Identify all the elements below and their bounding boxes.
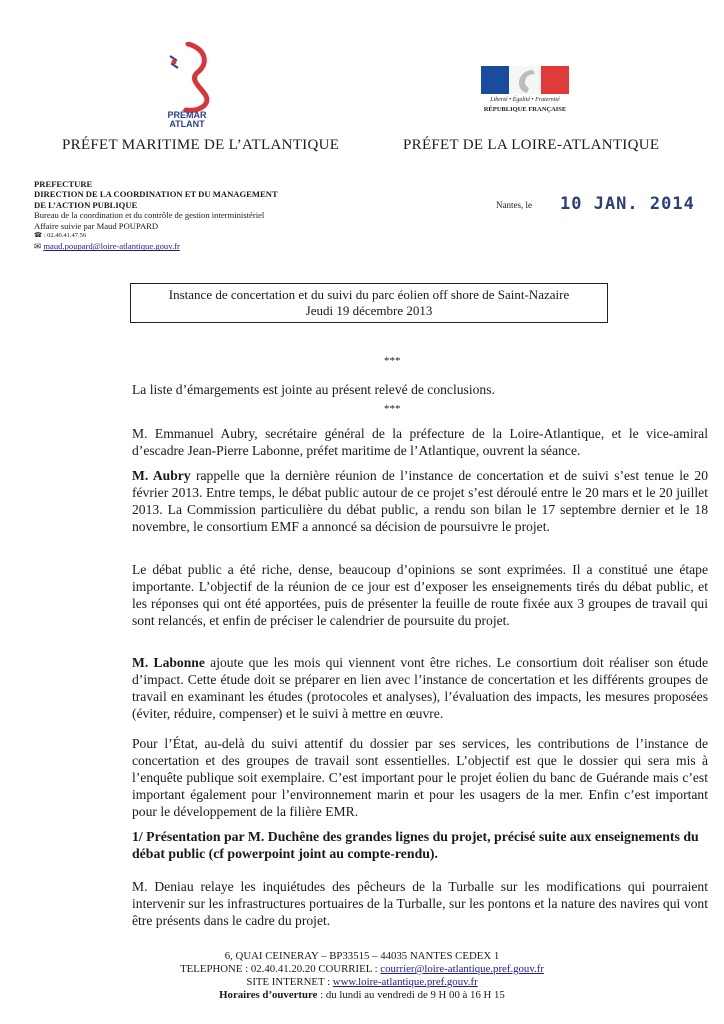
paragraph-deniau: M. Deniau relaye les inquiétudes des pêcheurs de la Turballe sur les modifications qui pourraient intervenir sur les infrastructures portuaires de la Turballe, sur les pontons et la nature des navires qui vont être présents dans le cadre du projet. [132,879,708,928]
sender-block [34,179,278,252]
paragraph-etat: Pour l’État, au-delà du suivi attentif du dossier par ses services, les contributions de l’instance de concertation et des groupes de travail sont essentielles. L’objectif est que le dossier qui sera mis à l’enquête publique soit exemplaire. C’est important pour le projet éolien du banc de Guérande mais c’est important également pour l’environnement marin et pour les usagers de la mer. Enfin c’est important pour le développement de la filière EMR. [132,736,708,819]
speaker-name: M. Labonne [132,655,205,670]
subject-line1: Instance de concertation et du suivi du parc éolien off shore de Saint-Nazaire [168,287,570,302]
phone-icon: ☎ : [34,232,48,240]
mail-icon: ✉ [34,241,44,252]
subject-line2: Jeudi 19 décembre 2013 [305,303,433,318]
separator-stars: *** [384,355,401,367]
subject-box [130,283,608,323]
premar-line1: PRÉMAR [167,110,207,120]
footer-contact [0,963,724,976]
sender-line: Affaire suivie par Maud POUPARD [34,220,159,231]
paragraph-text: ajoute que les mois qui viennent vont être riches. Le consortium doit réaliser son étude d’impact. Cette étude doit se préparer en lien avec l’instance de concertation et les différents groupes de travail en examinant les études (protocoles et analyses), l’évaluation des impacts, les mesures proposées (éviter, réduire, compenser) et le suivi à mettre en œuvre. [132,655,708,721]
republique-francaise-logo [481,66,569,120]
intro-paragraph: La liste d’émargements est jointe au présent relevé de conclusions. [132,382,495,397]
footer-hours [0,989,724,1002]
footer-site-link[interactable]: www.loire-atlantique.pref.gouv.fr [332,976,478,988]
republique-motto: Liberté • Égalité • Fraternité [490,97,560,103]
footer-address: 6, QUAI CEINERAY – BP33515 – 44035 NANTES CEDEX 1 [224,950,500,962]
premar-logo [158,42,216,128]
sender-line: PREFECTURE [34,179,93,189]
paragraph-text: rappelle que la dernière réunion de l’instance de concertation et de suivi s’est tenue le 20 février 2013. Entre temps, le débat public autour de ce projet s’est déroulé entre le 20 mars et le 20 juillet 2013. La Commission particulière du débat public, a rendu son bilan le 17 septembre dernier et le 18 novembre, le consortium EMF a annoncé sa décision de poursuivre le projet. [132,468,709,534]
speaker-name: M. Aubry [132,468,191,483]
sender-line: Bureau de la coordination et du contrôle de gestion interministériel [34,210,265,221]
section-heading: 1/ Présentation par M. Duchêne des grandes lignes du projet, précisé suite aux enseignements du débat public (cf powerpoint joint au compte-rendu). [132,829,699,861]
footer-email-link[interactable]: courrier@loire-atlantique.pref.gouv.fr [380,963,544,975]
premar-line2: ATLANT [169,119,205,128]
paragraph-debat: Le débat public a été riche, dense, beaucoup d’opinions se sont exprimées. Il a constitué une étape importante. L’objectif de la réunion de ce jour est d’exposer les enseignements tirés du débat public, et les réponses qui ont été apportées, puis de présenter la feuille de route fixée aux 3 groupes de travail qui sont relancés, et enfin de préciser le calendrier de poursuite du projet. [132,562,708,628]
republique-name: RÉPUBLIQUE FRANÇAISE [483,106,567,113]
paragraph-aubry [132,467,708,535]
sender-email-link[interactable]: maud.poupard@loire-atlantique.gouv.fr [43,241,180,252]
footer-hours-text: : du lundi au vendredi de 9 H 00 à 16 H 15 [317,989,505,1001]
right-header-title: PRÉFET DE LA LOIRE-ATLANTIQUE [403,137,660,153]
sender-line: DE L’ACTION PUBLIQUE [34,199,138,210]
paragraph-opening: M. Emmanuel Aubry, secrétaire général de la préfecture de la Loire-Atlantique, et le vice-amiral d’escadre Jean-Pierre Labonne, préfet maritime de l’Atlantique, ouvrent la séance. [132,426,708,458]
paragraph-labonne [132,654,708,722]
marianne-flag-icon [481,66,569,94]
footer-hours-label: Horaires d’ouverture [219,989,318,1001]
date-stamp: 10 JAN. 2014 [560,194,695,214]
footer-phone: TELEPHONE : 02.40.41.20.20 COURRIEL : [180,963,381,975]
sender-phone: 02.40.41.47.56 [47,232,87,240]
footer-site [0,976,724,989]
sender-line: DIRECTION DE LA COORDINATION ET DU MANAGEMENT [34,189,278,200]
left-header-title: PRÉFET MARITIME DE L’ATLANTIQUE [62,137,340,153]
separator-stars: *** [384,403,401,415]
footer-site-label: SITE INTERNET : [246,976,333,988]
date-place: Nantes, le [496,200,532,210]
